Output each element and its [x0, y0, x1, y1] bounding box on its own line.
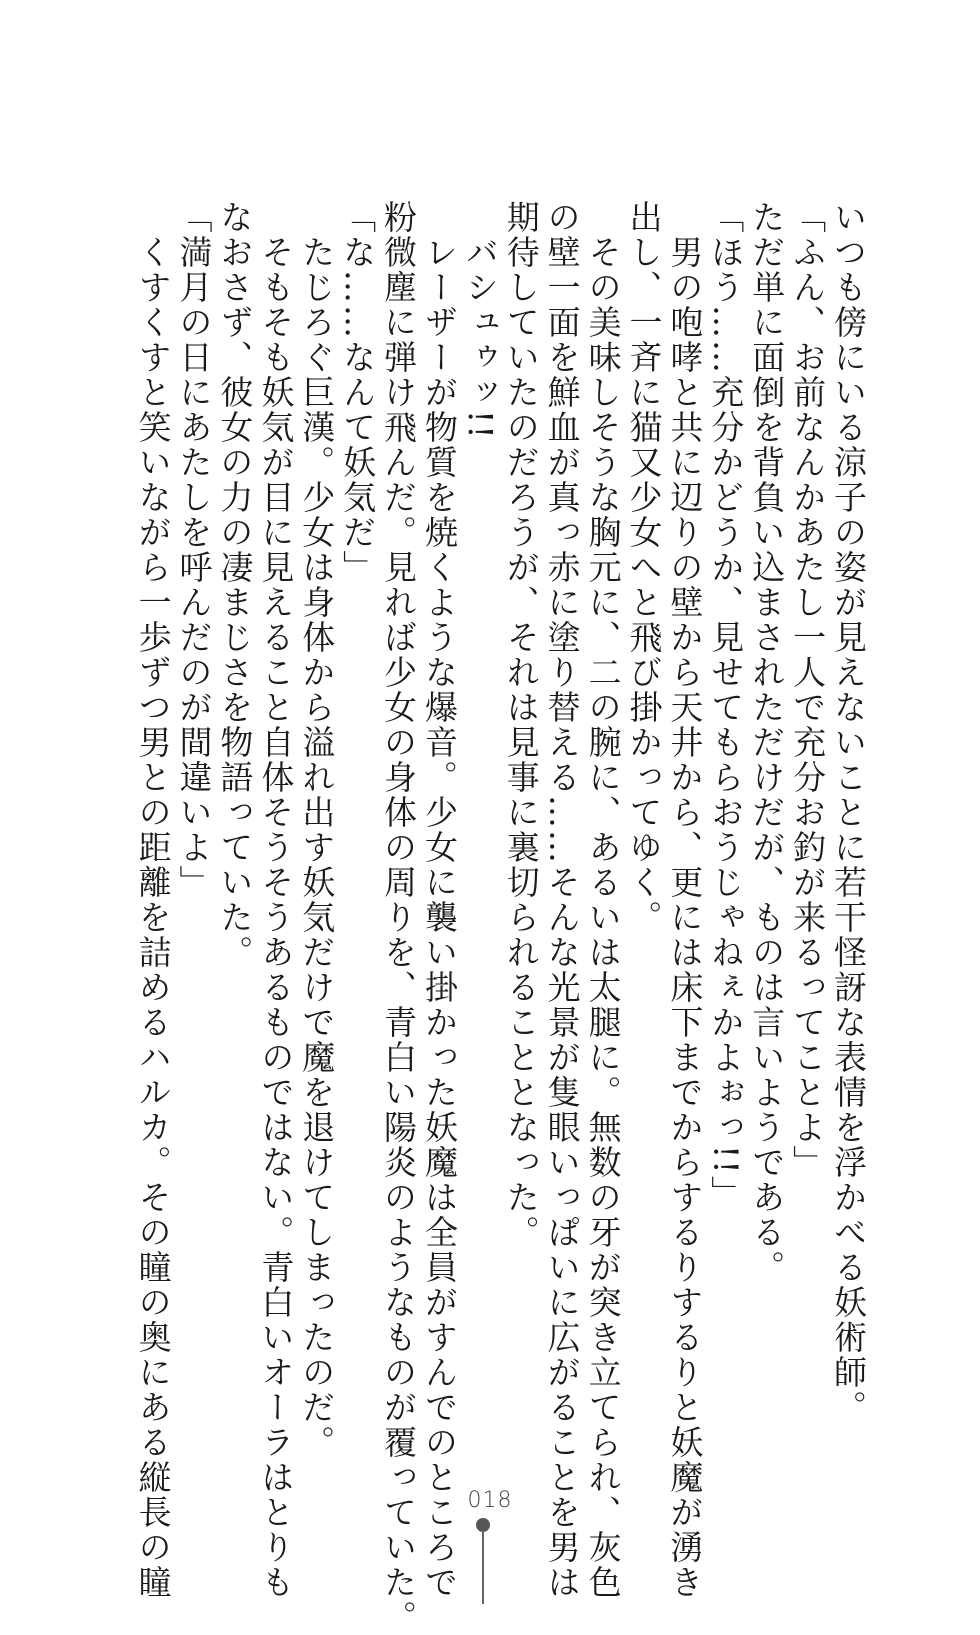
- text-line: 男の咆哮と共に辺りの壁から天井から、更には床下までからするりするりと妖魔が湧き: [665, 200, 705, 1600]
- text-line: 「ふん、お前なんかあたし一人で充分お釣が来るってことよ」: [788, 200, 828, 1180]
- text-line: 粉微塵に弾け飛んだ。見れば少女の身体の周りを、青白い陽炎のようなものが覆っていた。: [379, 200, 419, 1635]
- text-line: なおさず、彼女の力の凄まじさを物語っていた。: [215, 200, 255, 970]
- text-line: 「満月の日にあたしを呼んだのが間違いよ」: [174, 200, 214, 900]
- text-line: そもそも妖気が目に見えること自体そうそうあるものではない。青白いオーラはとりも: [256, 200, 296, 1600]
- page-marker-line: [482, 1530, 484, 1604]
- text-line: 出し、一斉に猫又少女へと飛び掛かってゆく。: [624, 200, 664, 935]
- text-line: くすくすと笑いながら一歩ずつ男との距離を詰めるハルカ。その瞳の奥にある縦長の瞳: [133, 200, 173, 1600]
- text-line: レーザーが物質を焼くような爆音。少女に襲い掛かった妖魔は全員がすんでのところで: [419, 200, 459, 1600]
- text-line: 「な……なんて妖気だ」: [338, 200, 378, 585]
- page-number: 018: [467, 1488, 513, 1513]
- text-line: ただ単に面倒を背負い込まされただけだが、ものは言いようである。: [747, 200, 787, 1285]
- text-line: たじろぐ巨漢。少女は身体から溢れ出す妖気だけで魔を退けてしまったのだ。: [297, 200, 337, 1460]
- text-line: 期待していたのだろうが、それは見事に裏切られることとなった。: [501, 200, 541, 1250]
- text-line: 「ほう……充分かどうか、見せてもらおうじゃねぇかよぉっ!!」: [706, 200, 746, 1211]
- text-line: の壁一面を鮮血が真っ赤に塗り替える……そんな光景が隻眼いっぱいに広がることを男は: [542, 200, 582, 1600]
- text-line: バシュゥッ!!: [460, 200, 500, 441]
- text-line: その美味しそうな胸元に、二の腕に、あるいは太腿に。無数の牙が突き立てられ、灰色: [583, 200, 623, 1600]
- text-line: いつも傍にいる涼子の姿が見えないことに若干怪訝な表情を浮かべる妖術師。: [829, 200, 868, 1425]
